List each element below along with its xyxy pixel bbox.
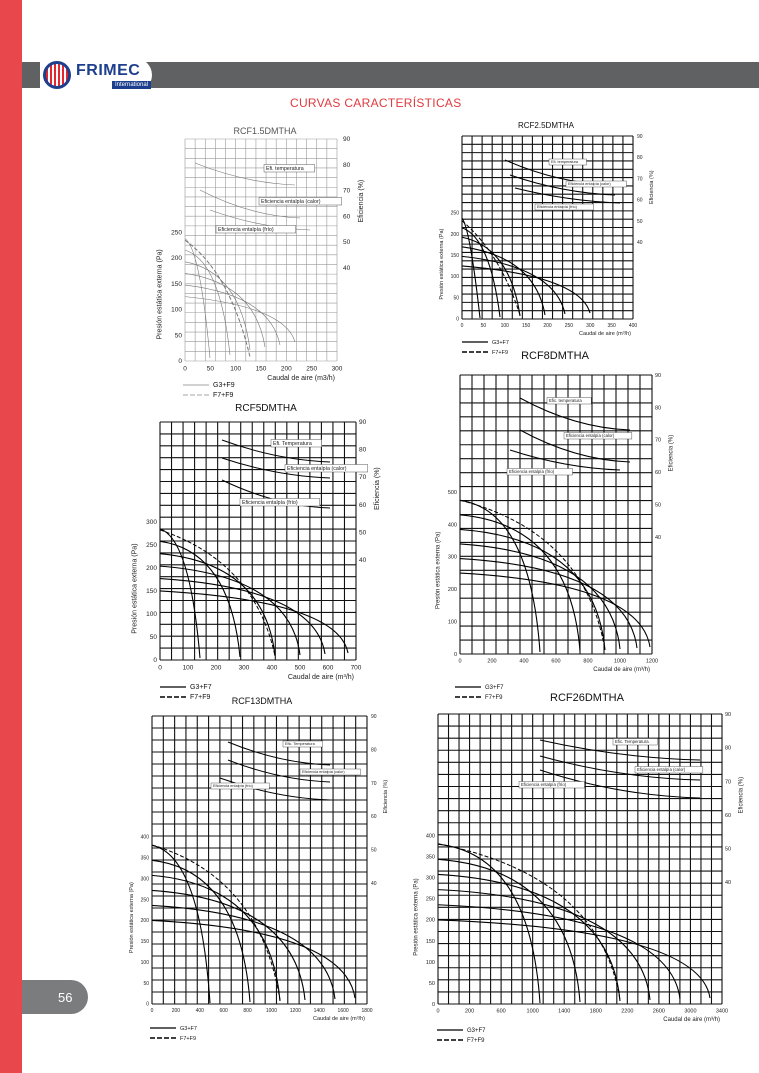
- chart-3-y2-tick-label: 90: [359, 419, 367, 426]
- chart-6-y-tick-label: 100: [425, 959, 435, 966]
- chart-2-y-tick-label: 250: [450, 210, 459, 217]
- chart-2-x-tick-label: 100: [500, 323, 509, 329]
- chart-1-fan-curve: [185, 250, 230, 355]
- chart-3-x-tick-label: 700: [350, 664, 362, 672]
- chart-4-y-tick-label: 0: [453, 651, 457, 658]
- chart-6-y2-tick-label: 50: [725, 846, 732, 853]
- chart-2-y2-axis-label: Eficiencia (%): [649, 170, 655, 205]
- chart-6-y-axis-label: Presión estática externa (Pa): [413, 878, 420, 956]
- chart-5-y-tick-label: 300: [140, 876, 149, 883]
- chart-3-x-tick-label: 500: [294, 664, 306, 672]
- chart-1-legend-label: G3+F9: [213, 382, 235, 389]
- brand-sub: International: [112, 81, 151, 89]
- chart-4-fan-curve: [460, 559, 637, 648]
- chart-5-y2-tick-label: 80: [371, 747, 377, 754]
- chart-6-x-tick-label: 3400: [715, 1008, 729, 1015]
- page-number-tab: [22, 980, 88, 1014]
- chart-1-y-tick-label: 200: [171, 255, 182, 263]
- chart-5-annotation-label: Eficiencia entalpía (frío): [213, 784, 253, 788]
- chart-1-x-axis-label: Caudal de aire (m3/h): [267, 375, 335, 382]
- chart-4-x-tick-label: 600: [551, 658, 561, 665]
- chart-1-title: RCF1.5DMTHA: [233, 126, 297, 136]
- chart-4-y2-tick-label: 70: [655, 437, 662, 444]
- section-title: CURVAS CARACTERÍSTICAS: [290, 96, 462, 110]
- brand-name: FRIMEC: [76, 62, 141, 79]
- chart-1-y-tick-label: 100: [171, 306, 182, 314]
- chart-2-y-tick-label: 200: [450, 231, 459, 238]
- chart-6-fan-curve: [438, 874, 620, 1001]
- chart-5-legend-label: G3+F7: [180, 1026, 197, 1032]
- chart-6-y2-tick-label: 60: [725, 812, 732, 819]
- chart-6-system-curve: [438, 844, 620, 1000]
- chart-3-y-tick-label: 250: [146, 542, 157, 550]
- chart-6-y2-tick-label: 40: [725, 880, 732, 887]
- chart-2-title: RCF2.5DMTHA: [517, 121, 575, 130]
- chart-6-y-tick-label: 0: [431, 1001, 435, 1008]
- chart-4-x-tick-label: 400: [519, 658, 529, 665]
- chart-4-y-tick-label: 500: [447, 490, 457, 497]
- chart-3-x-tick-label: 200: [210, 664, 222, 672]
- chart-1-annotation-label: Eficiencia entalpía (frío): [218, 227, 274, 233]
- chart-4-y-tick-label: 200: [447, 587, 457, 594]
- chart-1-x-tick-label: 100: [230, 365, 242, 373]
- chart-4-y2-tick-label: 90: [655, 373, 662, 379]
- chart-3-x-tick-label: 300: [238, 664, 250, 672]
- chart-5-y-tick-label: 50: [143, 980, 149, 987]
- chart-2-y2-tick-label: 90: [637, 134, 643, 140]
- chart-2-y-tick-label: 150: [450, 252, 459, 259]
- chart-2-x-tick-label: 200: [543, 323, 552, 329]
- chart-5-title: RCF13DMTHA: [231, 696, 293, 706]
- chart-5-x-tick-label: 1000: [265, 1008, 278, 1014]
- chart-1-y-axis-label: Presión estática externa (Pa): [156, 249, 164, 340]
- chart-5-y-tick-label: 100: [140, 959, 149, 966]
- chart-3-y-tick-label: 100: [146, 611, 157, 619]
- chart-6-x-tick-label: 2200: [621, 1008, 634, 1015]
- chart-1-legend-label: F7+F9: [213, 392, 234, 399]
- chart-6-y2-tick-label: 90: [725, 712, 732, 718]
- chart-4-y2-tick-label: 40: [655, 534, 662, 541]
- chart-4-x-tick-label: 1200: [645, 658, 659, 665]
- chart-4-legend-label: G3+F7: [485, 685, 504, 691]
- chart-3-y-tick-label: 50: [149, 634, 157, 642]
- chart-5-y-tick-label: 0: [146, 1001, 149, 1008]
- chart-3-annotation-label: Efi. Temperatura: [273, 441, 312, 447]
- chart-2-x-tick-label: 400: [628, 323, 638, 329]
- chart-6-annotation-label: Efic. Temperatura: [615, 739, 649, 744]
- chart-2-x-tick-label: 50: [480, 323, 487, 329]
- chart-2-x-tick-label: 150: [521, 323, 531, 329]
- chart-3-y-axis-label: Presión estática externa (Pa): [131, 543, 139, 634]
- chart-6-y-tick-label: 50: [428, 980, 435, 987]
- chart-3-y2-tick-label: 50: [359, 529, 367, 537]
- chart-2-y2-tick-label: 70: [637, 176, 643, 183]
- chart-3-y2-tick-label: 60: [359, 501, 367, 509]
- chart-2-annotation-label: Eficiencia entalpía (frío): [537, 205, 577, 209]
- chart-3-legend-label: G3+F7: [190, 684, 212, 691]
- chart-5-annotation-label: Efic. Temperatura: [285, 742, 315, 746]
- chart-4-title: RCF8DMTHA: [521, 350, 589, 362]
- chart-5-y-tick-label: 400: [140, 834, 149, 841]
- chart-5-x-tick-label: 800: [243, 1008, 252, 1014]
- chart-1-y-tick-label: 50: [174, 332, 182, 340]
- chart-3-y-tick-label: 150: [146, 588, 157, 596]
- chart-1-fan-curve: [185, 297, 295, 342]
- page-number: 56: [58, 990, 73, 1005]
- chart-1-y2-axis-label: Eficiencia (%): [357, 179, 365, 223]
- chart-5-x-tick-label: 1600: [337, 1008, 349, 1014]
- chart-6-x-tick-label: 3000: [684, 1008, 697, 1015]
- chart-5-x-tick-label: 600: [219, 1008, 228, 1014]
- chart-5-y-tick-label: 150: [140, 939, 149, 946]
- chart-3-y2-tick-label: 40: [359, 557, 367, 565]
- chart-3-x-tick-label: 100: [182, 664, 194, 672]
- chart-3-y-tick-label: 300: [146, 519, 157, 527]
- chart-1-fan-curve: [185, 239, 210, 358]
- chart-3-annotation-label: Eficiencia entalpía (frío): [242, 500, 298, 506]
- chart-5-x-tick-label: 200: [171, 1008, 181, 1014]
- chart-6-x-tick-label: 0: [436, 1008, 440, 1015]
- chart-1-annotation-label: Efi. temperatura: [266, 166, 304, 172]
- chart-6-x-tick-label: 200: [464, 1008, 475, 1015]
- chart-1-x-tick-label: 300: [331, 365, 343, 373]
- chart-2-fan-curve: [462, 228, 500, 317]
- chart-4-x-tick-label: 800: [583, 658, 593, 665]
- chart-6-y-tick-label: 350: [425, 854, 435, 861]
- chart-6-x-tick-label: 1400: [558, 1008, 571, 1015]
- chart-5-y-tick-label: 250: [140, 897, 149, 904]
- chart-3-legend-label: F7+F9: [190, 694, 211, 701]
- chart-2-legend-label: G3+F7: [492, 340, 509, 346]
- chart-3-annotation-label: Eficiencia entalpía (calor): [287, 466, 347, 472]
- chart-2-x-tick-label: 350: [607, 323, 616, 329]
- chart-6-title: RCF26DMTHA: [550, 692, 624, 704]
- chart-3-y2-tick-label: 80: [359, 446, 367, 454]
- chart-1-x-tick-label: 50: [206, 365, 214, 373]
- chart-2-y2-tick-label: 60: [637, 197, 643, 204]
- chart-4-x-tick-label: 1000: [613, 658, 627, 665]
- chart-3-x-tick-label: 600: [322, 664, 334, 672]
- chart-6-annotation-label: Eficiencia entalpía (calor): [637, 767, 686, 772]
- chart-4-x-tick-label: 200: [487, 658, 497, 665]
- chart-3-y2-tick-label: 70: [359, 474, 367, 482]
- chart-6-y-tick-label: 150: [425, 938, 435, 945]
- chart-1-x-tick-label: 250: [306, 365, 318, 373]
- chart-5-annotation-label: Eficiencia entalpía (calor): [302, 770, 345, 774]
- chart-6-y2-tick-label: 70: [725, 779, 732, 786]
- chart-2-legend-label: F7+F9: [492, 350, 509, 356]
- chart-4-annotation-label: Efic. temperatura: [549, 398, 582, 403]
- chart-6-legend-label: F7+F9: [467, 1038, 485, 1044]
- chart-2-x-tick-label: 0: [460, 323, 464, 329]
- chart-4-y-tick-label: 400: [447, 522, 457, 529]
- chart-6-x-tick-label: 2600: [652, 1008, 666, 1015]
- chart-2-y-tick-label: 0: [456, 316, 459, 323]
- chart-3-x-tick-label: 0: [158, 664, 162, 672]
- chart-4-y-tick-label: 300: [447, 554, 457, 561]
- chart-6-x-tick-label: 1800: [589, 1008, 602, 1015]
- chart-1-annotation-label: Eficiencia entalpía (calor): [261, 199, 321, 205]
- chart-2-x-tick-label: 250: [564, 323, 574, 329]
- chart-5-y2-axis-label: Eficiencia (%): [383, 779, 389, 814]
- chart-4-x-tick-label: 0: [458, 658, 462, 665]
- chart-6-x-tick-label: 1000: [526, 1008, 539, 1015]
- chart-5-legend-label: F7+F9: [180, 1036, 197, 1042]
- chart-4-x-axis-label: Caudal de aire (m³/h): [593, 667, 650, 673]
- chart-2-annotation-label: Efi. temperatura: [551, 160, 579, 164]
- chart-5-y-tick-label: 200: [140, 918, 149, 925]
- chart-1-y2-tick-label: 60: [343, 213, 351, 221]
- chart-2-annotation-label: Eficiencia entalpía (calor): [568, 182, 611, 186]
- chart-5-y2-tick-label: 60: [371, 814, 377, 821]
- chart-2-y-tick-label: 50: [453, 295, 459, 302]
- chart-3-fan-curve: [160, 566, 300, 655]
- chart-5-y2-tick-label: 40: [371, 881, 377, 888]
- chart-2-y-axis-label: Presión estática externa (Pa): [439, 228, 445, 300]
- chart-1-y2-tick-label: 90: [343, 136, 351, 143]
- chart-4-y2-tick-label: 60: [655, 470, 662, 477]
- chart-5-x-tick-label: 0: [150, 1008, 154, 1014]
- chart-2-y-tick-label: 100: [450, 274, 459, 281]
- chart-4-annotation-label: Eficiencia entalpía (calor): [566, 433, 615, 438]
- chart-3-fan-curve: [160, 579, 325, 654]
- chart-5-y-tick-label: 350: [140, 855, 149, 862]
- chart-6-y-tick-label: 400: [425, 833, 435, 840]
- chart-5-x-tick-label: 400: [195, 1008, 204, 1014]
- chart-5-x-tick-label: 1400: [313, 1008, 325, 1014]
- chart-1-x-tick-label: 0: [183, 365, 187, 373]
- chart-6-y-tick-label: 200: [425, 917, 435, 924]
- chart-3-x-axis-label: Caudal de aire (m³/h): [287, 674, 354, 681]
- chart-6-y-tick-label: 300: [425, 875, 435, 882]
- chart-1-y-tick-label: 0: [178, 358, 182, 366]
- chart-4-y-axis-label: Presión estática externa (Pa): [435, 531, 442, 609]
- chart-1-y2-tick-label: 80: [343, 161, 351, 169]
- chart-6-fan-curve: [438, 844, 540, 1003]
- chart-1-x-tick-label: 200: [280, 365, 292, 373]
- chart-6-annotation-label: Eficiencia entalpía (frío): [521, 782, 567, 787]
- chart-5-y-axis-label: Presión estática externa (Pa): [129, 882, 135, 954]
- chart-1-y2-tick-label: 70: [343, 187, 351, 195]
- chart-2-y2-tick-label: 80: [637, 155, 643, 162]
- chart-6-x-axis-label: Caudal de aire (m³/h): [663, 1017, 720, 1023]
- chart-2-x-tick-label: 300: [586, 323, 595, 329]
- chart-6-y2-axis-label: Eficiencia (%): [738, 776, 745, 814]
- chart-5-y2-tick-label: 50: [371, 847, 377, 854]
- chart-6-y2-tick-label: 80: [725, 745, 732, 752]
- chart-5-x-tick-label: 1200: [289, 1008, 301, 1014]
- chart-1-y-tick-label: 250: [171, 229, 182, 237]
- chart-3-y-tick-label: 0: [153, 657, 157, 665]
- chart-3-x-tick-label: 400: [266, 664, 278, 672]
- chart-4-y2-axis-label: Eficiencia (%): [668, 434, 675, 472]
- chart-5-y2-tick-label: 70: [371, 780, 377, 787]
- chart-4-y2-tick-label: 80: [655, 405, 662, 412]
- chart-2-y2-tick-label: 50: [637, 218, 643, 225]
- chart-6-legend-label: G3+F7: [467, 1028, 486, 1034]
- chart-3-y-tick-label: 200: [146, 565, 157, 573]
- chart-5-x-axis-label: Caudal de aire (m³/h): [313, 1016, 365, 1022]
- chart-4-y2-tick-label: 50: [655, 502, 662, 509]
- chart-1-y2-tick-label: 50: [343, 239, 351, 247]
- chart-4-y-tick-label: 100: [447, 619, 457, 626]
- chart-4-legend-label: F7+F9: [485, 695, 503, 701]
- chart-1-y-tick-label: 150: [171, 280, 182, 288]
- chart-6-y-tick-label: 250: [425, 896, 435, 903]
- chart-2-x-axis-label: Caudal de aire (m³/h): [579, 331, 631, 337]
- chart-2-system-curve: [462, 221, 520, 315]
- chart-4-annotation-label: Eficiencia entalpía (frío): [509, 469, 555, 474]
- chart-3-title: RCF5DMTHA: [235, 403, 297, 414]
- chart-2-fan-curve: [462, 266, 590, 313]
- chart-1-y2-tick-label: 40: [343, 264, 351, 272]
- chart-2-y2-tick-label: 40: [637, 240, 643, 247]
- chart-5-y2-tick-label: 90: [371, 714, 377, 720]
- chart-6-x-tick-label: 600: [496, 1008, 506, 1015]
- chart-3-y2-axis-label: Eficiencia (%): [373, 467, 381, 511]
- chart-1-x-tick-label: 150: [255, 365, 267, 373]
- chart-5-x-tick-label: 1800: [361, 1008, 373, 1014]
